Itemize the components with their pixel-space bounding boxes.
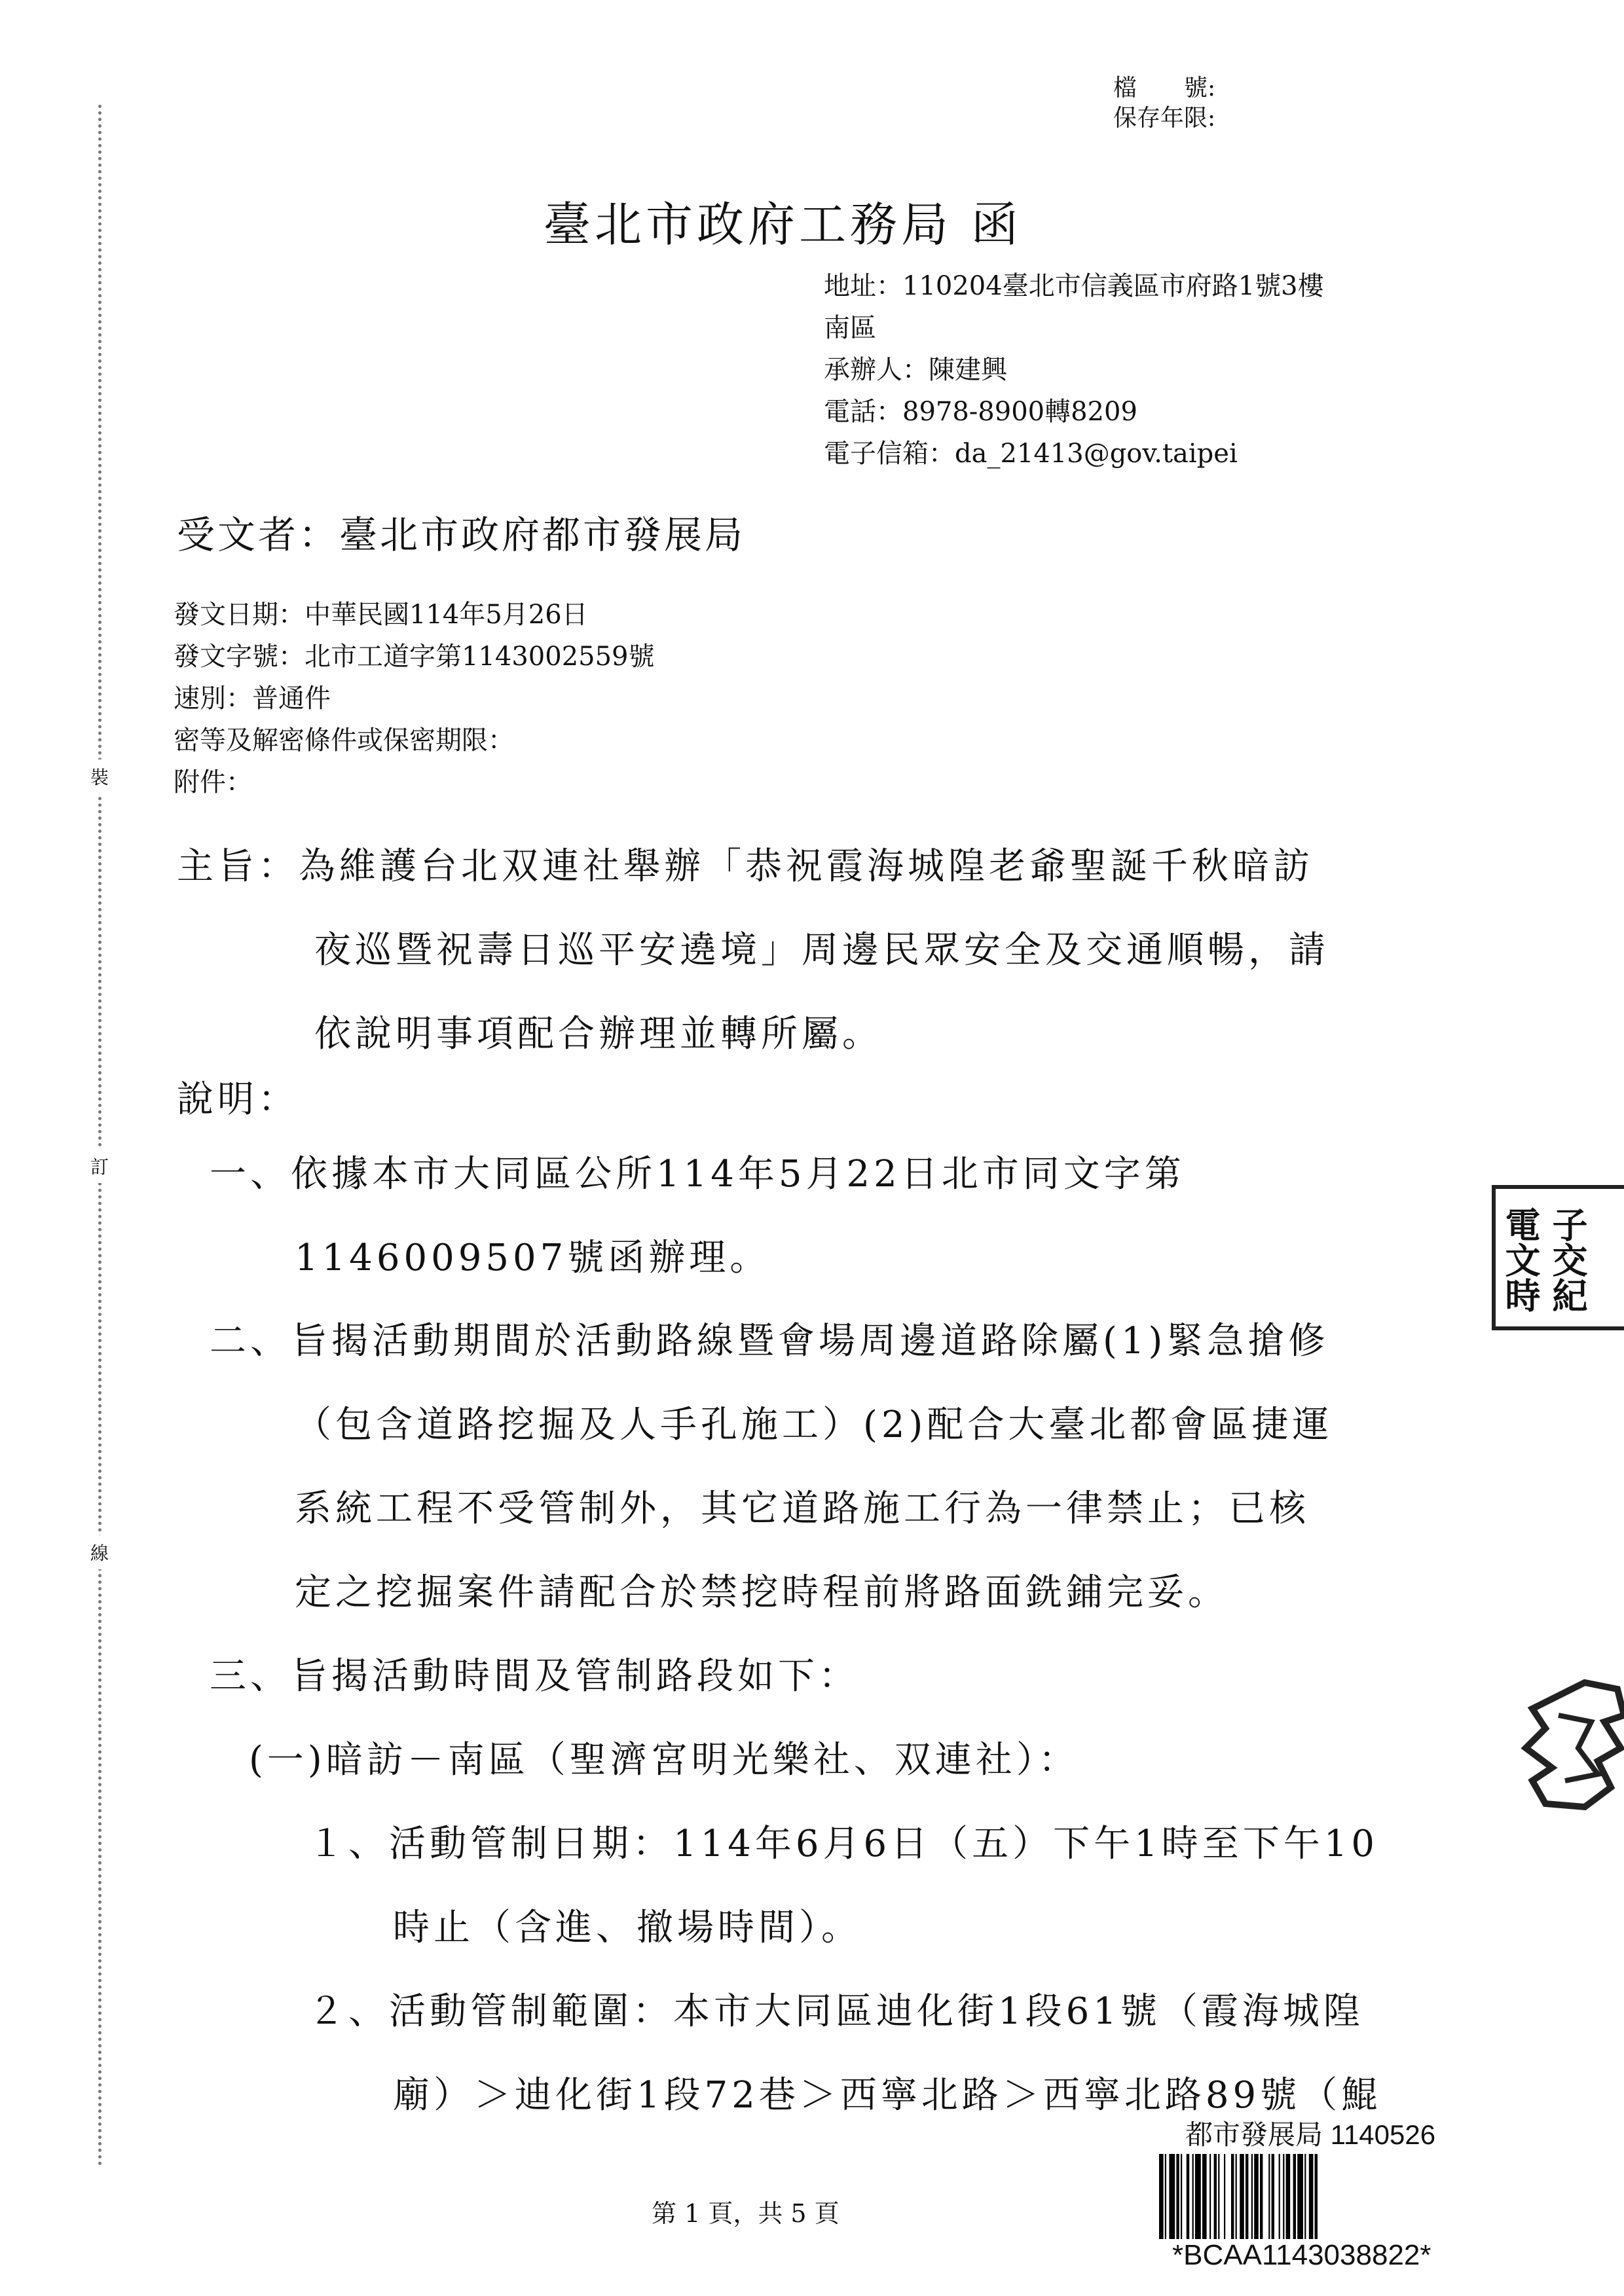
- item3-sub1: (一)暗訪－南區（聖濟宮明光樂社、双連社）：: [249, 1739, 1079, 1781]
- attachment: 附件：: [174, 767, 252, 797]
- subject: [177, 825, 1329, 1076]
- barcode-label: 都市發展局 1140526: [1185, 2119, 1436, 2150]
- sender-contact-person: 承辦人：陳建興: [824, 355, 1007, 385]
- explanation-item-3: [210, 1635, 1382, 2138]
- barcode-text: *BCAA1143038822*: [1172, 2239, 1431, 2271]
- binding-mark-xian: 線: [90, 1535, 109, 1569]
- partial-seal-icon: [1506, 1676, 1624, 1813]
- document-title: 臺北市政府工務局 函: [544, 197, 1022, 252]
- priority: 速別：普通件: [174, 683, 331, 714]
- sender-address-line2: 南區: [824, 313, 876, 343]
- item2-line3: 系統工程不受管制外，其它道路施工行為一律禁止；已核: [295, 1487, 1310, 1530]
- subject-line3: 依說明事項配合辦理並轉所屬。: [314, 1013, 883, 1055]
- document-number: 發文字號：北市工道字第1143002559號: [174, 642, 655, 672]
- page-number: 第 1 頁，共 5 頁: [652, 2199, 840, 2228]
- secrecy-level: 密等及解密條件或保密期限：: [174, 725, 514, 756]
- item2-line4: 定之挖掘案件請配合於禁挖時程前將路面銑鋪完妥。: [295, 1571, 1228, 1614]
- item2-line2: （包含道路挖掘及人手孔施工）(2)配合大臺北都會區捷運: [295, 1404, 1333, 1446]
- electronic-transmission-stamp: [1492, 1185, 1624, 1330]
- item1-line1: 一、依據本市大同區公所114年5月22日北市同文字第: [210, 1153, 1185, 1195]
- recipient: 受文者：臺北市政府都市發展局: [177, 513, 746, 557]
- stamp-col1-text: 電文時: [1500, 1207, 1541, 1313]
- binding-mark-ding: 訂: [90, 1149, 109, 1183]
- sender-phone: 電話：8978-8900轉8209: [824, 397, 1137, 427]
- subject-line1: 主旨：為維護台北双連社舉辦「恭祝霞海城隍老爺聖誕千秋暗訪: [177, 845, 1314, 888]
- item3-line1: 三、旨揭活動時間及管制路段如下：: [210, 1655, 859, 1698]
- explanation-heading: 說明：: [177, 1078, 299, 1121]
- sender-email: 電子信箱：da_21413@gov.taipei: [824, 439, 1238, 469]
- stamp-col2: [1547, 1194, 1593, 1325]
- file-number-label: 檔 號:: [1113, 75, 1216, 101]
- stamp-col1: [1500, 1194, 1545, 1325]
- file-info: [1113, 73, 1215, 134]
- retention-label: 保存年限:: [1113, 105, 1216, 132]
- item1-line2: 1146009507號函辦理。: [295, 1237, 771, 1279]
- item3-sub1-item2-line1: ２、活動管制範圍：本市大同區迪化街1段61號（霞海城隍: [308, 1990, 1364, 2033]
- document-meta: [174, 594, 655, 803]
- item2-line1: 二、旨揭活動期間於活動路線暨會場周邊道路除屬(1)緊急搶修: [210, 1320, 1329, 1362]
- item3-sub1-item2-line2: 廟）＞迪化街1段72巷＞西寧北路＞西寧北路89號（鯤: [393, 2074, 1382, 2117]
- issue-date: 發文日期：中華民國114年5月26日: [174, 600, 588, 630]
- subject-line2: 夜巡暨祝壽日巡平安遶境」周邊民眾安全及交通順暢，請: [314, 929, 1329, 972]
- item3-sub1-item1-line2: 時止（含進、撤場時間）。: [393, 1906, 862, 1949]
- sender-address-line1: 地址：110204臺北市信義區市府路1號3樓: [824, 271, 1324, 301]
- sender-info: [824, 265, 1324, 475]
- explanation-item-1: [210, 1133, 1185, 1300]
- binding-mark-zhuang: 裝: [90, 759, 109, 793]
- item3-sub1-item1-line1: １、活動管制日期：114年6月6日（五）下午1時至下午10: [308, 1823, 1379, 1865]
- binding-line-top: [98, 105, 101, 2167]
- explanation-item-2: [210, 1300, 1333, 1635]
- stamp-col2-text: 子交紀: [1547, 1207, 1589, 1313]
- barcode-icon: [1159, 2154, 1500, 2239]
